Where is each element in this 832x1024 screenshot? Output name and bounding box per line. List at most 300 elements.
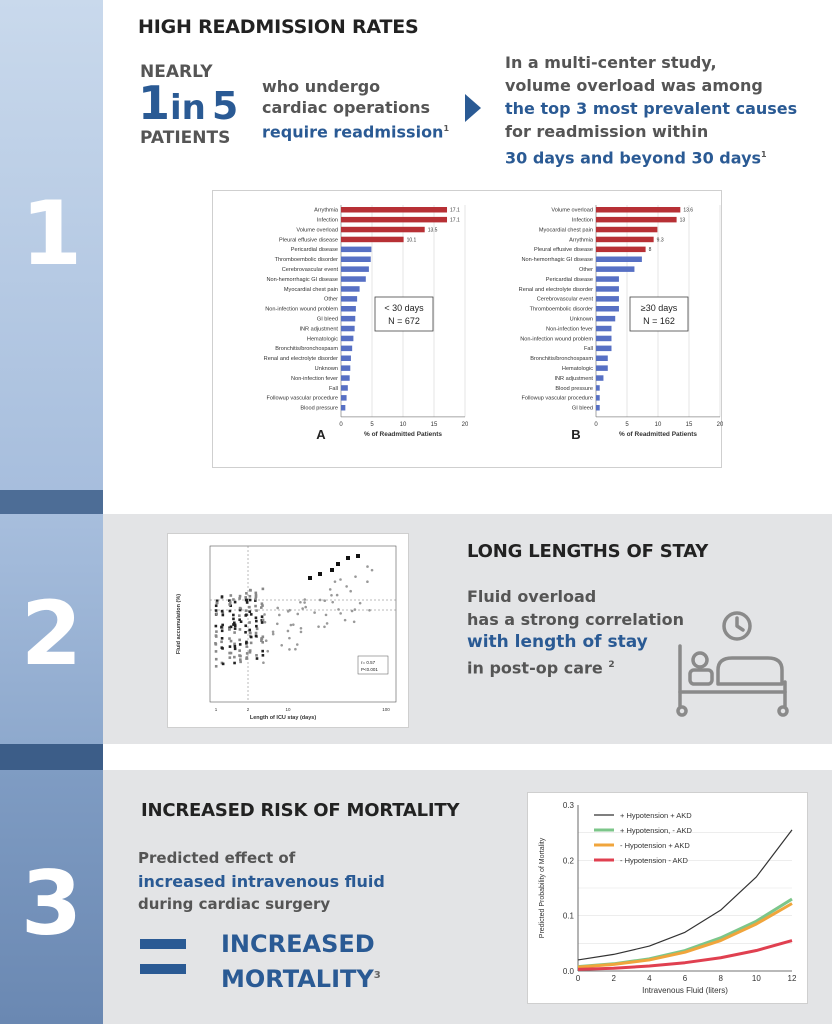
scatter-point <box>262 654 265 657</box>
scatter-point <box>255 625 258 628</box>
bar-b-panel-label: B <box>571 426 581 442</box>
study-text <box>505 51 797 169</box>
bar-b-category-label: Unknown <box>569 316 593 323</box>
bar-b-bar <box>596 257 642 263</box>
scatter-point <box>246 652 249 655</box>
bar-a-bar <box>341 247 371 253</box>
scatter-point <box>288 637 291 640</box>
study-line1: In a multi-center study, <box>505 53 717 72</box>
scatter-point <box>234 648 237 651</box>
scatter-point <box>371 569 374 572</box>
scatter-point <box>276 607 279 610</box>
scatter-point <box>222 663 225 666</box>
bar-a-category-label: Fall <box>328 385 338 392</box>
scatter-point <box>248 621 251 624</box>
scatter-point <box>255 635 258 638</box>
scatter-point <box>349 590 352 593</box>
study-line3: the top 3 most prevalent causes <box>505 99 798 118</box>
equals-icon <box>140 939 186 975</box>
scatter-point <box>221 637 224 640</box>
bar-a-category-label: INR adjustment <box>299 326 338 333</box>
scatter-point <box>266 650 269 653</box>
scatter-point <box>229 610 232 613</box>
section2-number: 2 <box>20 582 83 685</box>
scatter-point <box>238 649 241 652</box>
bar-a-category-label: Volume overload <box>296 227 338 234</box>
bar-b-category-label: Arrythmia <box>569 237 593 244</box>
scatter-point <box>255 616 258 619</box>
scatter-point <box>233 631 236 634</box>
bar-a-category-label: Bronchitis/bronchospasm <box>275 346 338 353</box>
scatter-x-tick-label: 2 <box>246 707 250 712</box>
line-chart-x-tick-label: 2 <box>611 974 616 983</box>
scatter-point <box>228 637 231 640</box>
scatter-point <box>215 604 218 607</box>
scatter-point <box>359 602 362 605</box>
scatter-point <box>337 608 340 611</box>
one-digit: 1 <box>138 76 171 130</box>
scatter-point <box>230 640 233 643</box>
study-line2: volume overload was among <box>505 76 763 95</box>
scatter-point <box>356 554 360 558</box>
scatter-chart <box>168 534 410 729</box>
scatter-point <box>366 580 369 583</box>
scatter-point <box>244 631 247 634</box>
bar-b-bar <box>596 365 608 371</box>
scatter-point <box>366 565 369 568</box>
scatter-point <box>245 642 248 645</box>
scatter-point <box>351 610 354 613</box>
bar-a-value-label: 13.5 <box>427 227 438 234</box>
bar-b-category-label: Followup vascular procedure <box>521 395 593 402</box>
scatter-point <box>339 578 342 581</box>
scatter-point <box>308 576 312 580</box>
in-word: in <box>170 88 206 128</box>
section2-text <box>467 585 684 679</box>
line-chart-y-tick-label: 0.0 <box>562 967 574 976</box>
bar-a-category-label: Non-infection fever <box>291 375 338 382</box>
bar-b-category-label: Volume overload <box>551 207 593 214</box>
scatter-point <box>254 605 257 608</box>
bar-a-category-label: Blood pressure <box>300 405 338 412</box>
stat-line3: require readmission <box>262 122 444 142</box>
bar-a-value-label: 10.1 <box>406 237 417 244</box>
bar-b-value-label: 9.3 <box>656 237 664 244</box>
scatter-point <box>323 599 326 602</box>
stat-line2: cardiac operations <box>262 98 430 117</box>
scatter-point <box>245 645 248 648</box>
scatter-point <box>329 588 332 591</box>
bar-a-bar <box>341 375 350 381</box>
scatter-point <box>261 602 264 605</box>
scatter-annotation-line1: r= 0.57 <box>361 660 376 665</box>
stat-line1: who undergo <box>262 77 381 96</box>
scatter-point <box>318 572 322 576</box>
scatter-point <box>250 613 253 616</box>
scatter-point <box>296 643 299 646</box>
bar-a-x-tick-label: 20 <box>461 421 468 428</box>
scatter-point <box>276 622 279 625</box>
scatter-point <box>230 652 233 655</box>
bar-b-category-label: Cerebrovascular event <box>536 296 593 303</box>
scatter-chart-box <box>167 533 409 728</box>
patients-label: PATIENTS <box>140 128 231 148</box>
scatter-point <box>215 650 218 653</box>
scatter-point <box>215 609 218 612</box>
s2-ref: 2 <box>608 660 615 670</box>
scatter-point <box>215 612 218 615</box>
scatter-point <box>339 612 342 615</box>
scatter-point <box>220 626 223 629</box>
scatter-point <box>221 595 224 598</box>
scatter-point <box>234 623 237 626</box>
five-digit: 5 <box>211 84 239 128</box>
bar-a-category-label: Infection <box>316 217 338 224</box>
bar-b-bar <box>596 296 619 302</box>
scatter-point <box>245 657 248 660</box>
bar-b-annotation-line1: ≥30 days <box>640 303 678 313</box>
bar-b-x-tick-label: 5 <box>625 421 629 428</box>
result-line1: INCREASED <box>221 930 375 958</box>
stat-ref: 1 <box>443 124 450 133</box>
section1-number: 1 <box>20 182 83 285</box>
bar-b-bar <box>596 306 619 312</box>
bar-b-category-label: Pericardial disease <box>545 276 593 283</box>
bar-a-category-label: Hematologic <box>306 336 338 343</box>
scatter-point <box>220 640 223 643</box>
bar-b-annotation-line2: N = 162 <box>643 316 675 326</box>
scatter-point <box>262 661 265 664</box>
scatter-point <box>233 662 236 665</box>
scatter-point <box>239 628 242 631</box>
bar-b-category-label: INR adjustment <box>554 375 593 382</box>
bar-b-category-label: Infection <box>571 217 593 224</box>
bar-b-category-label: Renal and electrolyte disorder <box>518 286 593 293</box>
scatter-point <box>345 585 348 588</box>
arrow-right-icon <box>463 94 483 122</box>
bar-a-category-label: Pleural effusive disease <box>279 237 338 244</box>
scatter-point <box>215 634 218 637</box>
scatter-point <box>248 606 251 609</box>
bar-a-category-label: Arrythmia <box>314 207 338 214</box>
scatter-point <box>255 609 258 612</box>
scatter-point <box>215 630 218 633</box>
scatter-point <box>256 628 259 631</box>
bar-b-bar <box>596 207 680 213</box>
scatter-point <box>232 618 235 621</box>
bar-b-bar <box>596 227 657 233</box>
bar-a-bar <box>341 306 356 312</box>
scatter-point <box>215 658 218 661</box>
scatter-point <box>215 625 218 628</box>
scatter-point <box>250 636 253 639</box>
line-chart <box>528 793 809 1005</box>
section1-divider-strip <box>0 490 103 514</box>
scatter-point <box>238 639 241 642</box>
scatter-point <box>238 614 241 617</box>
bar-chart-a <box>213 191 468 469</box>
line-chart-x-tick-label: 8 <box>718 974 723 983</box>
scatter-point <box>272 633 275 636</box>
bar-b-value-label: 8 <box>648 247 652 254</box>
bar-a-category-label: Thromboembolic disorder <box>274 257 338 264</box>
hospital-bed-clock-icon <box>670 608 795 720</box>
bar-a-category-label: Other <box>324 296 338 303</box>
section3-text <box>138 847 385 916</box>
scatter-point <box>330 594 333 597</box>
scatter-point <box>262 635 265 638</box>
bar-b-bar <box>596 356 608 362</box>
bar-a-panel-label: A <box>316 426 326 442</box>
scatter-point <box>300 631 303 634</box>
scatter-point <box>249 651 252 654</box>
scatter-point <box>344 619 347 622</box>
scatter-point <box>260 606 263 609</box>
bar-a-bar <box>341 237 404 243</box>
bar-b-category-label: Thromboembolic disorder <box>529 306 593 313</box>
s2-line4: in post-op care <box>467 658 603 678</box>
readmission-stat <box>262 76 449 142</box>
line-chart-x-tick-label: 10 <box>751 974 761 983</box>
scatter-point <box>240 620 243 623</box>
scatter-point <box>234 627 237 630</box>
line-chart-x-axis-label: Intravenous Fluid (liters) <box>642 986 728 995</box>
scatter-point <box>239 658 242 661</box>
scatter-point <box>261 615 264 618</box>
line-chart-x-tick-label: 4 <box>647 974 652 983</box>
bar-b-bar <box>596 395 600 401</box>
scatter-point <box>354 575 357 578</box>
scatter-annotation-line2: P<0.001 <box>361 667 378 672</box>
bar-a-bar <box>341 365 350 371</box>
scatter-plot-frame <box>210 546 396 702</box>
scatter-point <box>336 594 339 597</box>
scatter-point <box>290 624 293 627</box>
bar-a-bar <box>341 207 447 213</box>
scatter-point <box>216 602 219 605</box>
bar-a-bar <box>341 326 355 332</box>
bar-b-bar <box>596 247 646 253</box>
bar-b-category-label: Blood pressure <box>555 385 593 392</box>
scatter-point <box>334 580 337 583</box>
scatter-point <box>239 595 242 598</box>
scatter-point <box>229 645 232 648</box>
bar-b-x-tick-label: 15 <box>685 421 693 428</box>
scatter-point <box>262 619 265 622</box>
scatter-point <box>244 596 247 599</box>
scatter-point <box>248 610 251 613</box>
scatter-x-axis-label: Length of ICU stay (days) <box>249 715 317 721</box>
scatter-point <box>368 609 371 612</box>
scatter-point <box>222 614 225 617</box>
bar-b-x-tick-label: 0 <box>594 421 598 428</box>
scatter-point <box>229 601 232 604</box>
scatter-point <box>353 620 356 623</box>
scatter-point <box>265 639 268 642</box>
scatter-point <box>234 645 237 648</box>
readmission-charts-box <box>212 190 722 468</box>
bar-a-category-label: GI bleed <box>316 316 338 323</box>
line-chart-y-tick-label: 0.3 <box>562 801 574 810</box>
scatter-point <box>346 556 350 560</box>
scatter-point <box>325 614 328 617</box>
scatter-point <box>304 598 307 601</box>
bar-chart-b <box>468 191 723 469</box>
s2-line2: has a strong correlation <box>467 610 685 629</box>
bar-a-category-label: Non-infection wound problem <box>265 306 338 313</box>
scatter-point <box>354 608 357 611</box>
scatter-point <box>319 599 322 602</box>
s3-line2: increased intravenous fluid <box>138 872 385 891</box>
scatter-point <box>239 643 242 646</box>
s3-line1: Predicted effect of <box>138 849 296 867</box>
scatter-point <box>215 665 218 668</box>
bar-a-bar <box>341 336 353 342</box>
scatter-point <box>244 624 247 627</box>
s2-line1: Fluid overload <box>467 587 597 606</box>
bar-b-category-label: Non-infection wound problem <box>520 336 593 343</box>
scatter-point <box>245 599 248 602</box>
scatter-point <box>249 589 252 592</box>
scatter-x-tick-label: 1 <box>214 707 218 712</box>
scatter-point <box>256 657 259 660</box>
scatter-point <box>245 592 248 595</box>
bar-a-category-label: Cerebrovascular event <box>281 267 338 273</box>
scatter-x-tick-label: 10 <box>285 707 291 712</box>
bar-b-value-label: 13.6 <box>683 207 694 214</box>
bar-b-x-axis-label: % of Readmitted Patients <box>618 430 698 438</box>
scatter-x-tick-label: 100 <box>382 707 390 712</box>
line-series-3 <box>578 903 792 967</box>
bar-a-x-tick-label: 0 <box>339 421 343 428</box>
section3-heading: INCREASED RISK OF MORTALITY <box>141 800 460 821</box>
scatter-point <box>249 599 252 602</box>
bar-b-bar <box>596 286 619 292</box>
bar-a-bar <box>341 346 352 352</box>
scatter-point <box>215 643 218 646</box>
scatter-point <box>233 643 236 646</box>
bar-b-x-tick-label: 10 <box>654 421 662 428</box>
bar-a-x-tick-label: 15 <box>430 421 438 428</box>
legend-entry: + Hypotension, - AKD <box>620 826 692 835</box>
scatter-point <box>230 594 233 597</box>
scatter-point <box>233 656 236 659</box>
bar-b-bar <box>596 276 619 282</box>
scatter-point <box>255 595 258 598</box>
scatter-point <box>294 648 297 651</box>
scatter-point <box>326 622 329 625</box>
bar-a-bar <box>341 286 360 292</box>
scatter-point <box>234 601 237 604</box>
scatter-point <box>261 621 264 624</box>
scatter-point <box>239 607 242 610</box>
scatter-point <box>255 654 258 657</box>
scatter-point <box>221 630 224 633</box>
bar-a-category-label: Followup vascular procedure <box>266 395 338 402</box>
scatter-point <box>313 611 316 614</box>
s3-line3: during cardiac surgery <box>138 895 331 913</box>
scatter-point <box>272 630 275 633</box>
scatter-point <box>288 609 291 612</box>
scatter-point <box>287 630 290 633</box>
scatter-point <box>299 601 302 604</box>
scatter-point <box>303 601 306 604</box>
scatter-point <box>278 614 281 617</box>
bar-b-bar <box>596 385 600 391</box>
scatter-point <box>246 601 249 604</box>
bar-b-category-label: Fall <box>583 346 593 353</box>
bar-b-category-label: Bronchitis/bronchospasm <box>530 356 593 363</box>
scatter-point <box>249 595 252 598</box>
bar-a-bar <box>341 296 357 302</box>
scatter-point <box>245 613 248 616</box>
study-line4: for readmission within <box>505 122 709 141</box>
result-line2: MORTALITY <box>221 965 374 993</box>
scatter-point <box>288 648 291 651</box>
legend-entry: - Hypotension + AKD <box>620 841 690 850</box>
bar-a-category-label: Non-hemorrhagic GI disease <box>266 276 338 283</box>
bar-a-x-tick-label: 10 <box>399 421 407 428</box>
scatter-point <box>323 626 326 629</box>
bar-b-bar <box>596 346 612 352</box>
bar-b-category-label: Non-hemorrhagic GI disease <box>521 257 593 264</box>
bar-a-category-label: Renal and electrolyte disorder <box>263 356 338 363</box>
line-chart-box <box>527 792 808 1004</box>
scatter-point <box>255 632 258 635</box>
scatter-point <box>238 654 241 657</box>
scatter-point <box>260 639 263 642</box>
bar-a-category-label: Pericardial disease <box>290 247 338 254</box>
scatter-point <box>250 642 253 645</box>
bar-a-bar <box>341 266 369 272</box>
bar-b-bar <box>596 316 615 322</box>
scatter-point <box>232 598 235 601</box>
line-chart-x-tick-label: 6 <box>682 974 688 983</box>
bar-a-bar <box>341 257 371 263</box>
bar-a-category-label: Myocardial chest pain <box>283 286 338 293</box>
bar-a-bar <box>341 217 447 223</box>
scatter-point <box>300 627 303 630</box>
bar-b-x-tick-label: 20 <box>716 421 723 428</box>
study-ref: 1 <box>761 150 767 159</box>
line-chart-y-tick-label: 0.2 <box>562 856 574 866</box>
bar-b-category-label: Pleural effusive disease <box>534 247 593 254</box>
legend-entry: - Hypotension - AKD <box>620 856 688 865</box>
scatter-point <box>264 621 267 624</box>
section2-divider-strip <box>0 744 103 770</box>
bar-b-bar <box>596 237 654 243</box>
bar-b-category-label: Myocardial chest pain <box>538 227 593 234</box>
bar-b-bar <box>596 217 677 223</box>
bar-a-bar <box>341 316 355 322</box>
scatter-point <box>221 610 224 613</box>
scatter-point <box>255 620 258 623</box>
bar-b-category-label: GI bleed <box>571 405 593 412</box>
one-in-five <box>138 76 239 130</box>
scatter-point <box>232 614 235 617</box>
bar-b-bar <box>596 375 603 381</box>
scatter-point <box>229 656 232 659</box>
scatter-point <box>261 650 264 653</box>
scatter-point <box>317 625 320 628</box>
bar-b-bar <box>596 336 612 342</box>
scatter-point <box>248 629 251 632</box>
bar-b-bar <box>596 405 600 411</box>
scatter-point <box>330 568 334 572</box>
scatter-point <box>296 613 299 616</box>
scatter-point <box>292 623 295 626</box>
scatter-y-axis-label: Fluid accumulation (%) <box>176 593 182 655</box>
